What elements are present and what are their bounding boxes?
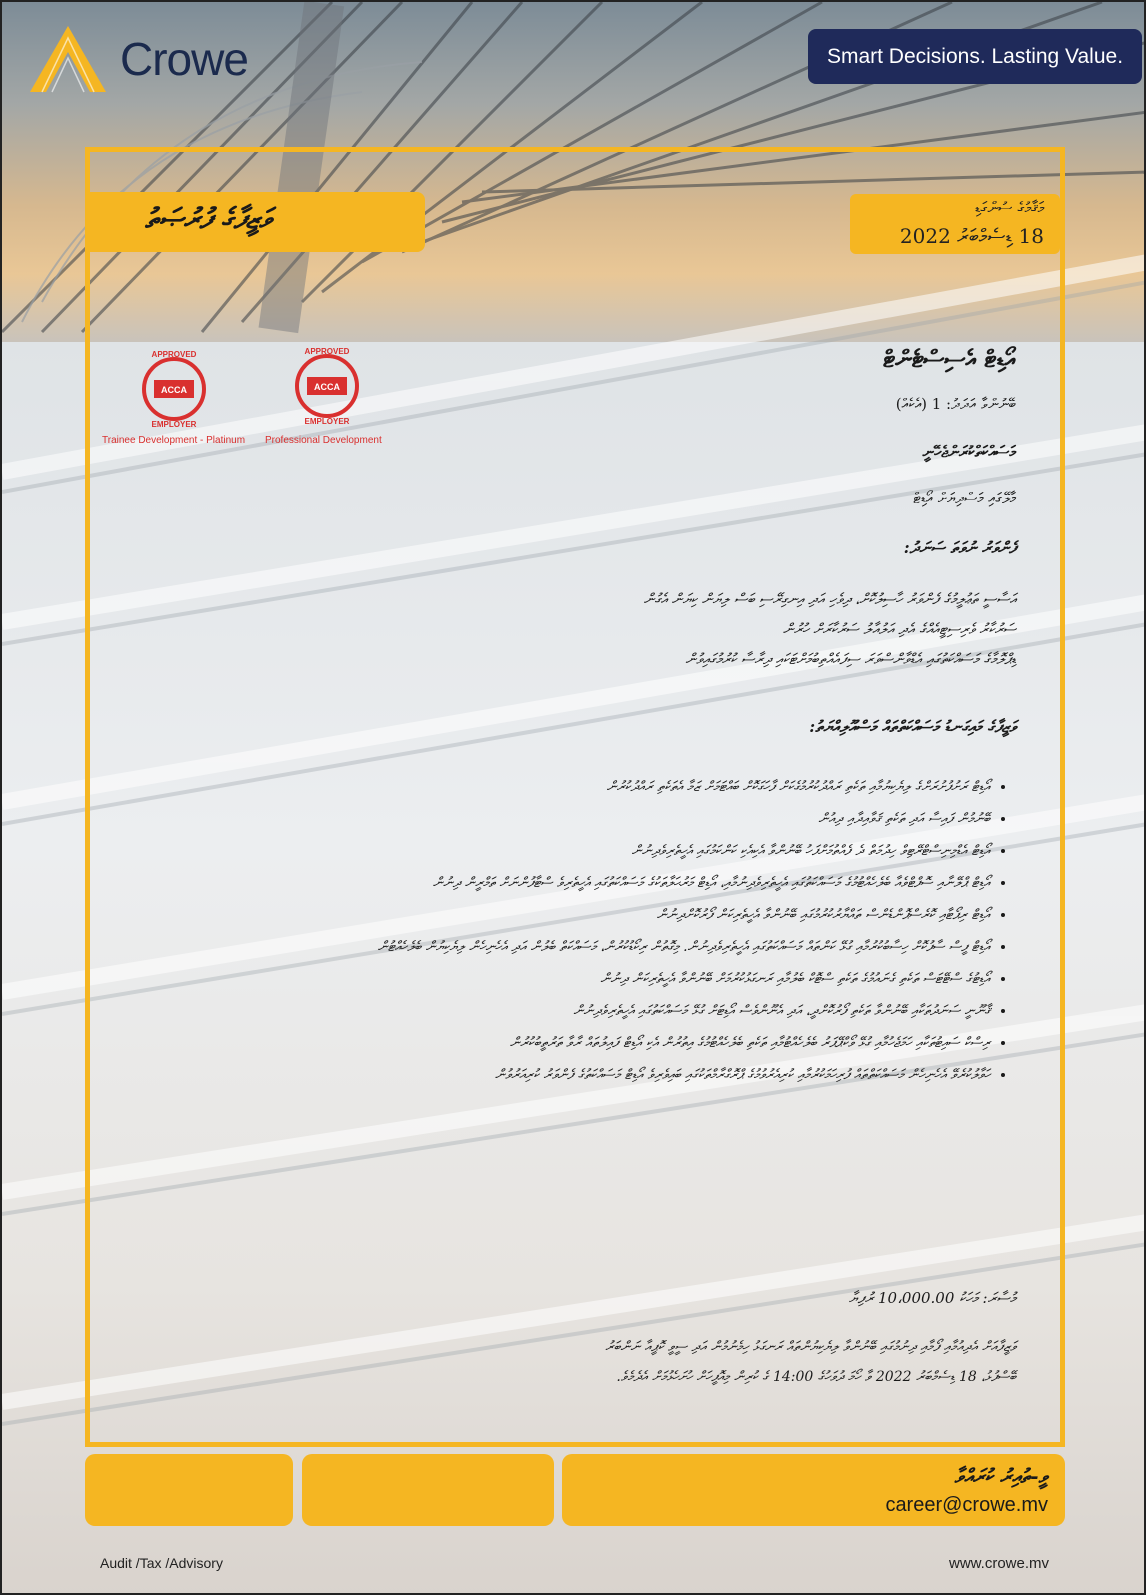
closing-line: ބޭސްފުޅު، 18 ޑިސެމްބަރު 2022 ވާ ހޯމަ ދުވަހުގެ 14:00 ގެ ކުރިން މިއޮފީހަށް ހުށަހެޅުމަށް އެދެމެވެ. [616,1369,1016,1385]
acca-badge-trainee-bottom: EMPLOYER [151,420,197,429]
deadline-date: 18 ޑިސެމްބަރު 2022 [899,224,1044,248]
requirements-heading: ފެންވަރު ނުވަތަ ސަނަދު: [903,538,1016,557]
requirement-line: ޑިޕްލޮމާގެ މަސައްކަތުގައި އެޑްވާންސްވަރަ ސިފައެއްތިބުމަށްޓަކައި ދިރާސާ ކުރުމުގައިވުން [685,650,1016,668]
acca-badge-professional [287,346,367,426]
tagline-banner: Smart Decisions. Lasting Value. [808,29,1142,84]
crowe-wordmark: Crowe [120,33,248,85]
requirements-text [136,584,1016,674]
closing-note [136,1332,1016,1392]
responsibilities-list [130,772,1016,1092]
responsibility-item: • ޤާނޫނީ ސަނަދުތަކާއި ބޭނުންވާ ތަކެތި ފޯރުކޮށްދީ، އަދި އެނޫންވެސް އޯޑިޓަށް ގުޅޭ މަސައްކަތުގައި އެހީތެރިވެދިނުން [130,996,990,1026]
responsibility-item: • އޯޑިޓުގެ ސްޓޭޓަސް ތަކެތި ގެނައުމުގެ ތަކެތި ސްޓޮކް ބެލުމާއި ރަނގަޅުކުރުމަށް ބޭނުންވާ އެހީތެރިކަން ދިނުން [130,964,990,994]
service-lines: Audit /Tax /Advisory [100,1555,223,1571]
requirement-line: އަސާސީ ތަޢުލީމުގެ ފެންވަރު ހާސިލުކޮށް، ދިވެހި އަދި އިނގިރޭސި ބަސް ލިޔަން ކިޔަން އެގުން [643,590,1016,608]
responsibility-item: • އޯޑިޓް ފީސް ސާފުކޮށް ހިސާބުކުރުމާއި ގުޅޭ ކަންތައް މަސައްކަތުގައި އެހީތެރިވެދިނުން. މިގޮތުން ރިކޯޑުކުރުން، މަސައްކަތް ބެލުން އަދި އެހެނިހެން ލިޔެކިޔުން ބެލެހެއްޓުން [130,932,990,962]
responsibility-item: • ހަވާލުކުރެވޭ އެހެނިހެން މަސައްކަތްތައް ފުރިހަމަކުރުމާއި ކުރިއެރުވުމުގެ ޕްރޮގްރާމްތަކުގައި ބައިވެރިވެ އޯޑިޓް މަސައްކަތުގެ ފެންވަރު ކުރިއަރުވުން [130,1060,990,1090]
responsibility-item: • އޯޑިޓް ޕްލޭނާއި ސޮފްޓްވެއާ ބެލެހެއްޓުމުގެ މަސައްކަތުގައި އެހީތެރިވެދިނުމާއި، އޯޑިޓް މަރުޙަލާތަކުގެ މަސައްކަތުގައި އެހީތެރިވެ ސްޓާފުންނަށް ތަމްރީން ދިނުން [130,868,990,898]
acca-badge-trainee-caption: Trainee Development - Platinum [102,435,246,446]
contact-email-link[interactable]: career@crowe.mv [885,1494,1048,1516]
responsibility-item: • އޯޑިޓް ރަށުފުށުރަށްގެ ލިޔެކިޔުމާއި ތަކެތި ރައްދުކުރުމުގެކަށް ފާހަގަކޮށް ބައްޓަމަށް ޒަމާ އެތަކެތި ރައްދުކުރުން [130,772,990,802]
section-name: މާލޭގައި މަސްދިޔަށް އޯޑިޓް [913,489,1016,507]
footer-box-middle [302,1454,554,1526]
responsibilities-heading: ވަޒީފާގެ މައިގަނޑު މަސައްކަތްތައް މަސްއޫލިއްޔަތު: [809,717,1016,736]
website-link[interactable]: www.crowe.mv [948,1555,1049,1572]
crowe-chevron-icon [28,24,108,94]
acca-badge-professional-bottom: EMPLOYER [304,417,350,426]
footer-box-left [85,1454,293,1526]
deadline-label: މަޤާމުގެ ސުންގަޑި [974,198,1044,217]
deadline-box [850,194,1060,254]
acca-badge-professional-top: APPROVED [304,347,350,356]
salary: މުސާރަ: މަހަކު 10،000.00 ރުފިޔާ [848,1289,1016,1307]
responsibility-item: • ރިސްކް ސައިޓުތަކާއި ހަމަޖެހުމާއި ގުޅޭ ވޯކްޕޭޕަރު ބެލެހެއްޓުމާއި ތަކެތި ބެލެހެއްޓުމުގެ އިތުރުން އެކި އޯޑިޓް ފައިލުތައް ރާވާ ތަރުތީބުކުރުން [130,1028,990,1058]
job-title: އޯޑިޓް އެސިސްޓެންޓް [883,344,1016,373]
acca-badge-trainee [134,349,214,429]
vacancy-banner [85,192,425,252]
closing-line: ވަޒީފާއަށް އެދިއުމާއި ފޯމާއި ދިނުމުގައި ބޭނުންވާ ލިޔެކިޔުންތައް ރަނގަޅު ހިމެނުމުން އަދި ސީވީ ކޮޕީއާ ނަންބަރު [605,1339,1016,1355]
vacancy-banner-title: ވަޒީފާގެ ފުރުޞަތު [145,202,271,235]
requirement-line: ސަރުކާރު ވެރިސިޓީއެއްގެ އެދި އަލުއާލު ސަރުކާރަށް ހުރުން [782,620,1016,638]
responsibility-item: • އޯޑިޓް ރިޕޯޓާއި ކޮރެސްޕޮންޑެންސް ތައްޔާރުކުރުމުގައި ބޭނުންވާ އެހީތެރިކަން ފޯރުކޮށްދިނުން [130,900,990,930]
contact-label: ވީ-ތުއިރު ކުރައްވާ [954,1464,1048,1488]
department: މަސައްކަތްކުރަންޖެހޭނީ [922,442,1016,461]
positions-count: ބޭނުންވާ އަދަދު: 1 (އެކެއް) [895,395,1016,413]
acca-badge-trainee-top: APPROVED [151,350,197,359]
acca-badge-trainee-center: ACCA [161,385,187,395]
responsibility-item: • އޯޑިޓް އެޑްމިނިސްޓްރޭޓިވް ހިދުމަތް ދެ ފެއްތުމަށްފަހު ބޭނުންވާ އެކިއެކި ކަންކަމުގައި އެހީތެރިވެދިނުން [130,836,990,866]
acca-badge-professional-center: ACCA [314,382,340,392]
acca-badge-professional-caption: Professional Development [265,435,382,446]
responsibility-item: • ބޭނުމުން ފައިސާ އަދި ތަކެތި ޤަވާއިދާއި ދިއުން [130,804,990,834]
